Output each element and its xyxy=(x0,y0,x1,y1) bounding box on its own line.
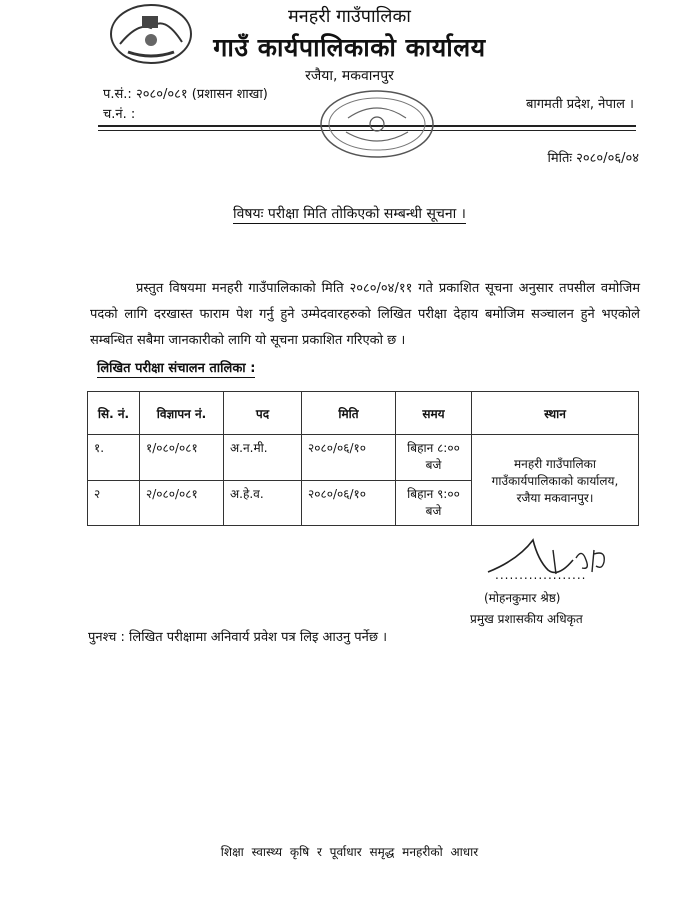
table-heading-text: लिखित परीक्षा संचालन तालिका : xyxy=(97,361,256,376)
exam-schedule-table xyxy=(87,391,639,526)
cell-time: बिहान ८:०० बजे xyxy=(396,435,472,481)
header-time: समय xyxy=(396,392,472,435)
cell-venue: मनहरी गाउँपालिका गाउँकार्यपालिकाको कार्यालय, रजैया मकवानपुर। xyxy=(472,435,639,526)
cell-date: २०८०/०६/१० xyxy=(302,435,396,481)
subject-text: विषयः परीक्षा मिति तोकिएको सम्बन्धी सूचना । xyxy=(232,206,466,222)
cell-time: बिहान ९:०० बजे xyxy=(396,480,472,526)
table-row xyxy=(88,435,639,481)
header-ad-no: विज्ञापन नं. xyxy=(140,392,224,435)
subject-line xyxy=(0,204,699,223)
header-sn: सि. नं. xyxy=(88,392,140,435)
cell-date: २०८०/०६/१० xyxy=(302,480,396,526)
office-name: मनहरी गाउँपालिका xyxy=(288,6,411,27)
province-label: बागमती प्रदेश, नेपाल । xyxy=(525,97,634,112)
cell-ad-no: १/०८०/०८१ xyxy=(140,435,224,481)
cell-ad-no: २/०८०/०८१ xyxy=(140,480,224,526)
cell-post: अ.हे.व. xyxy=(224,480,302,526)
office-address: रजैया, मकवानपुर xyxy=(305,68,394,84)
footer-slogan: शिक्षा स्वास्थ्य कृषि र पूर्वाधार समृद्ध मनहरीको आधार xyxy=(220,845,479,859)
table-heading xyxy=(97,358,255,376)
reference-number: प.सं.: २०८०/०८१ (प्रशासन शाखा) xyxy=(103,87,268,102)
office-title: गाउँ कार्यपालिकाको कार्यालय xyxy=(213,33,486,62)
dispatch-number: च.नं. : xyxy=(103,107,136,122)
signer-title: प्रमुख प्रशासकीय अधिकृत xyxy=(470,612,583,626)
cell-post: अ.न.मी. xyxy=(224,435,302,481)
header-post: पद xyxy=(224,392,302,435)
cell-sn: १. xyxy=(88,435,140,481)
letter-date: मितिः २०८०/०६/०४ xyxy=(547,151,639,166)
signature-line: ................... xyxy=(495,568,587,582)
signer-name: (मोहनकुमार श्रेष्ठ) xyxy=(484,591,561,605)
table-header-row xyxy=(88,392,639,435)
header-date: मिति xyxy=(302,392,396,435)
postscript-note: पुनश्च : लिखित परीक्षामा अनिवार्य प्रवेश पत्र लिइ आउनु पर्नेछ । xyxy=(88,630,388,645)
notice-body: प्रस्तुत विषयमा मनहरी गाउँपालिकाको मिति २०८०/०४/११ गते प्रकाशित सूचना अनुसार तपसील वमोजिम पदको लागि दरखास्त फाराम पेश गर्नु हुने उम्मेदवारहरुको लिखित परीक्षा देहाय बमोजिम सञ्चालन हुने भएकोले सम्बन्धित सबैमा जानकारीको लागि यो सूचना प्रकाशित गरिएको छ । xyxy=(90,281,640,348)
office-stamp-icon xyxy=(318,88,436,160)
cell-sn: २ xyxy=(88,480,140,526)
header-venue: स्थान xyxy=(472,392,639,435)
